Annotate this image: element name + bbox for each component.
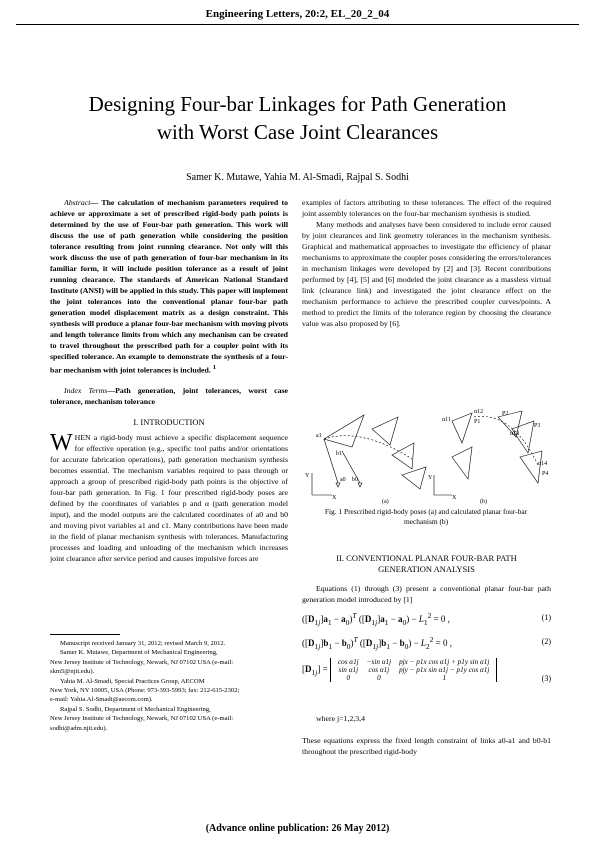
footnote-rule bbox=[50, 634, 120, 635]
matrix-cell: −sin α1j bbox=[366, 658, 392, 666]
label-alpha14: α14 bbox=[538, 461, 548, 467]
equation-1-number: (1) bbox=[541, 613, 551, 622]
matrix-cell: cos α1j bbox=[368, 666, 390, 674]
right-paragraph-1: examples of factors attributing to these tolerances. The effect of the required joint assembly tolerances on the four-bar mechanism synthesis is studied. bbox=[302, 198, 551, 218]
label-alpha12: α12 bbox=[474, 409, 484, 415]
label-b0: b0 bbox=[352, 477, 358, 483]
pose-triangle bbox=[392, 443, 414, 469]
equation-1 bbox=[302, 611, 551, 629]
pose-triangle bbox=[452, 447, 472, 479]
where-clause: where j=1,2,3,4 bbox=[316, 714, 366, 723]
footnote-line: New Jersey Institute of Technology, Newark, NJ 07102 USA (e-mail: bbox=[50, 658, 234, 666]
index-terms-text: —Path generation, joint tolerances, worst case tolerance, mechanism tolerance bbox=[50, 385, 289, 406]
pose-triangle bbox=[520, 451, 542, 483]
y-axis-label: Y bbox=[428, 475, 433, 481]
footnote-line: New Jersey Institute of Technology, Newark, NJ 07102 USA (e-mail: bbox=[50, 715, 234, 723]
matrix-cell: sin α1j bbox=[338, 666, 359, 674]
right-paragraph-2: Many methods and analyses have been considered to include error caused by joint clearances and link geometry tolerances in the mechanism synthesis. Graphical and mathematical approaches to investigate the efficiency of planar mechanisms to approximate the coupler poses considering the errors/tolerances in mechanism linkages were developed by [2] and [3]. Recent contributions performed by [4], [5] and [6] modeled the joint clearance as a massless virtual link (clearance link) and investigated the joint clearance effect on the mechanism performance to achieve the prescribed coupler curves/points. A method to predict the limits of the tolerance region by choosing the clearance value was also proposed by [6]. bbox=[302, 220, 551, 328]
index-terms bbox=[50, 385, 288, 407]
footnote-line: e-mail: Yahia.Al-Smadi@aecom.com). bbox=[50, 696, 153, 704]
index-terms-label: Index Terms bbox=[64, 385, 108, 395]
title-line-1: Designing Four-bar Linkages for Path Generation bbox=[88, 92, 507, 116]
title-line-2: with Worst Case Joint Clearances bbox=[156, 120, 439, 144]
footnote-line: skm5@njit.edu). bbox=[50, 668, 95, 676]
matrix-cell: cos α1j bbox=[337, 658, 359, 666]
matrix-cell: 0 bbox=[377, 674, 381, 682]
pose-triangle bbox=[512, 421, 534, 453]
matrix-row bbox=[334, 658, 493, 666]
section-2-paragraph: Equations (1) through (3) present a conventional planar four-bar path generation model introduced by [1] bbox=[302, 584, 551, 604]
pose-triangle bbox=[402, 467, 426, 489]
abstract-text: — The calculation of mechanism parameters required to achieve or approximate a set of prescribed rigid-body path points is determined by the use of Four-bar path generation. This work will discuss the use of path generation while considering the position tolerance resulting from joint running clearance. Not only will this work discuss the use of path generation of four-bar mechanism in its familiar form, it will include position tolerance as a result of joint running clearance. The standards of American National Standard Institute (ANSI) will be applied in this study. This paper will implement the joint tolerances into the conventional planar four-bar path generation model displacement matrix as a design constraint. This synthesis will produce a planar four-bar mechanism with moving pivots and length tolerance limits from which any mechanism can be created to travel throughout the prescribed path for a coupler point with its specified tolerance. An example to demonstrate the synthesis of a four-bar mechanism with joint tolerances is included. bbox=[50, 198, 288, 375]
intro-paragraph bbox=[50, 429, 288, 564]
figure-1 bbox=[302, 407, 551, 505]
section-2-heading-line-1: II. CONVENTIONAL PLANAR FOUR-BAR PATH bbox=[336, 553, 517, 563]
publication-footer: (Advance online publication: 26 May 2012) bbox=[205, 823, 390, 834]
matrix-row bbox=[334, 674, 493, 682]
equation-2-body: $([D_{1j}]b_1 - b_0)^T$ $([D_{1j}]b_1 - b_0) - L_2^2 = 0$ , bbox=[302, 635, 452, 651]
abstract-label: Abstract bbox=[64, 198, 91, 207]
intro-text: HEN a rigid-body must achieve a specific displacement sequence for effective operation (e.g., specific tool paths and/or orientations for accurate fabrication operations), path generation mechanism synthesis becomes essential. The mechanism variables required to pass through or approach a group of prescribed rigid-body path points is the objective of four-bar path generation. In Fig. 1 four prescribed rigid-body poses are defined by the coordinates of variables p and α (path generation model input), and the model outputs are the calculated coordinates of a0 and b0 and moving pivot variables a1 and c1. Many contributions have been made in the field of planar mechanism synthesis with tolerances. Manufacturing processes and loading and unloading of the mechanism which increases joint clearance after service period and causes impulsive forces are bbox=[50, 432, 288, 563]
ground-pivot bbox=[358, 483, 362, 487]
figure-panel-b-labels bbox=[428, 409, 548, 505]
pose-triangle bbox=[324, 415, 364, 447]
matrix-cell: 1 bbox=[442, 674, 447, 682]
right-column bbox=[302, 197, 551, 329]
displacement-matrix bbox=[330, 658, 497, 682]
equation-2 bbox=[302, 635, 551, 653]
label-a1: a1 bbox=[316, 433, 322, 439]
coupler-path bbox=[474, 416, 541, 465]
matrix-cell: pjx − p1x cos α1j + p1y sin α1j bbox=[399, 658, 490, 666]
footnote-line: New York, NY 10005, USA (Phone: 973-393-5993; fax: 212-615-2302; bbox=[50, 687, 240, 695]
figure-caption: Fig. 1 Prescribed rigid-body poses (a) and calculated planar four-bar mechanism (b) bbox=[324, 507, 528, 526]
footnote-line: Manuscript received January 31, 2012; revised March 9, 2012. bbox=[60, 640, 226, 647]
y-axis-label: Y bbox=[305, 473, 310, 479]
section-2-heading-line-2: GENERATION ANALYSIS bbox=[378, 564, 475, 574]
panel-b-label: (b) bbox=[480, 499, 487, 505]
label-alpha11: α11 bbox=[442, 417, 451, 423]
footnotes bbox=[50, 634, 288, 733]
footnote-line: Samer K. Mutawe, Department of Mechanical Engineering, bbox=[60, 649, 218, 657]
journal-header: Engineering Letters, 20:2, EL_20_2_04 bbox=[205, 8, 390, 20]
figure-panel-a-labels bbox=[305, 433, 389, 505]
author-list: Samer K. Mutawe, Yahia M. Al-Smadi, Rajpal S. Sodhi bbox=[186, 172, 409, 183]
equation-3 bbox=[302, 658, 551, 706]
footnote-line: sodhi@adm.njit.edu). bbox=[50, 724, 108, 732]
ground-pivot bbox=[336, 483, 340, 487]
label-p3: P3 bbox=[534, 423, 541, 429]
equation-2-number: (2) bbox=[541, 637, 551, 646]
label-p1: P1 bbox=[474, 419, 481, 425]
figure-panel-b bbox=[434, 411, 542, 495]
pose-triangle bbox=[452, 413, 472, 443]
equation-3-number: (3) bbox=[541, 674, 551, 683]
footnote-line: Rajpal S. Sodhi, Department of Mechanical Engineering, bbox=[60, 705, 211, 713]
label-a0: a0 bbox=[340, 477, 346, 483]
header-rule bbox=[16, 24, 579, 25]
equation-3-body: $[D_{1j}]$ = cos α1j −sin α1j pjx − p1x cos α1j + p1y sin α1j sin α1j cos α1j pjy − p1x sin α1j − p1y cos α1j 0 0 1 bbox=[302, 658, 497, 682]
section-1-heading: I. INTRODUCTION bbox=[133, 416, 205, 427]
matrix-row bbox=[334, 666, 493, 674]
link-a0-a1 bbox=[324, 439, 338, 483]
label-p2: P2 bbox=[502, 411, 509, 417]
panel-a-label: (a) bbox=[382, 499, 389, 505]
footnote-line: Yahia M. Al-Smadi, Special Practices Group, AECOM bbox=[60, 677, 205, 685]
matrix-cell: 0 bbox=[346, 674, 351, 682]
x-axis-label: X bbox=[452, 495, 457, 501]
figure-panel-a bbox=[312, 415, 426, 495]
drop-cap: W bbox=[50, 429, 73, 456]
equation-1-body: $([D_{1j}]a_1 - a_0)^T$ $([D_{1j}]a_1 - a_0) - L_1^2 = 0$ , bbox=[302, 611, 450, 627]
left-column bbox=[50, 197, 288, 564]
label-p4: P4 bbox=[542, 471, 549, 477]
abstract-footnote-mark: 1 bbox=[212, 364, 216, 371]
abstract bbox=[50, 197, 288, 376]
section-2-heading bbox=[302, 553, 551, 575]
matrix-cell: pjy − p1x sin α1j − p1y cos α1j bbox=[399, 666, 490, 674]
x-axis-label: X bbox=[332, 495, 337, 501]
section-2-paragraph-2: These equations express the fixed length constraint of links a0-a1 and b0-b1 throughout the prescribed rigid-body bbox=[302, 736, 551, 756]
label-b1: b1 bbox=[336, 451, 342, 457]
label-alpha13: α13 bbox=[510, 431, 520, 437]
paper-title bbox=[30, 90, 565, 146]
